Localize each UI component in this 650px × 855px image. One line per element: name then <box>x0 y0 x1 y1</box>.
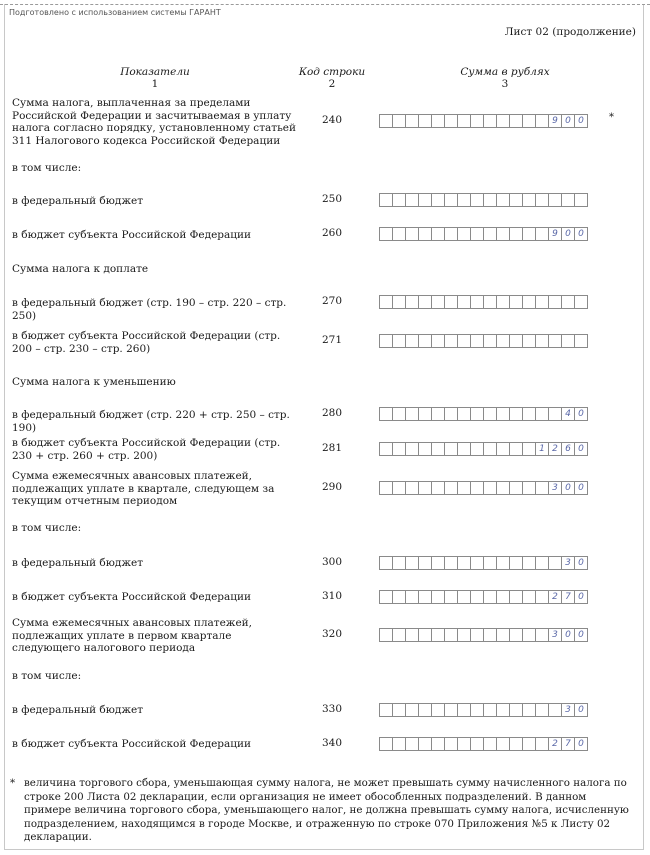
row-code-281: 281 <box>321 442 343 454</box>
amount-field-340[interactable] <box>379 737 588 751</box>
digit-cell[interactable] <box>509 703 523 717</box>
digit-cell[interactable] <box>574 295 588 309</box>
digit-cell[interactable] <box>548 556 562 570</box>
digit-cell[interactable] <box>431 295 445 309</box>
row-code-320: 320 <box>321 628 343 640</box>
digit-cell[interactable]: 0 <box>574 628 588 642</box>
digit-cell[interactable]: 0 <box>561 628 575 642</box>
digit-cell[interactable] <box>496 193 510 207</box>
digit-cell[interactable]: 0 <box>574 227 588 241</box>
section-label: в том числе: <box>12 522 82 534</box>
digit-cell[interactable]: 0 <box>574 114 588 128</box>
digit-cell[interactable] <box>470 628 484 642</box>
digit-cell[interactable]: 3 <box>561 556 575 570</box>
digit-cell[interactable] <box>496 628 510 642</box>
garant-notice: Подготовлено с использованием системы ГАРАНТ <box>9 8 221 17</box>
digit-cell[interactable]: 0 <box>561 227 575 241</box>
digit-cell[interactable] <box>418 193 432 207</box>
digit-cell[interactable] <box>470 590 484 604</box>
row-label-270: в федеральный бюджет (стр. 190 – стр. 220 – стр. 250) <box>12 297 287 322</box>
digit-cell[interactable] <box>444 628 458 642</box>
digit-cell[interactable] <box>535 334 549 348</box>
digit-cell[interactable] <box>535 193 549 207</box>
digit-cell[interactable] <box>457 114 471 128</box>
amount-field-290[interactable] <box>379 481 588 495</box>
footnote <box>10 777 635 845</box>
digit-cell[interactable] <box>522 442 536 456</box>
digit-cell[interactable] <box>418 628 432 642</box>
digit-cell[interactable] <box>574 334 588 348</box>
digit-cell[interactable] <box>483 590 497 604</box>
digit-cell[interactable] <box>392 295 406 309</box>
digit-cell[interactable] <box>392 334 406 348</box>
digit-cell[interactable] <box>392 556 406 570</box>
digit-cell[interactable] <box>392 407 406 421</box>
digit-cell[interactable] <box>496 737 510 751</box>
digit-cell[interactable] <box>457 590 471 604</box>
digit-cell[interactable] <box>444 556 458 570</box>
digit-cell[interactable] <box>522 407 536 421</box>
digit-cell[interactable] <box>522 334 536 348</box>
digit-cell[interactable] <box>522 590 536 604</box>
digit-cell[interactable] <box>548 193 562 207</box>
digit-cell[interactable] <box>444 737 458 751</box>
digit-cell[interactable] <box>457 481 471 495</box>
digit-cell[interactable] <box>379 193 393 207</box>
digit-cell[interactable] <box>405 227 419 241</box>
row-label-281: в бюджет субъекта Российской Федерации (стр. 230 + стр. 260 + стр. 200) <box>12 437 281 462</box>
digit-cell[interactable] <box>496 334 510 348</box>
digit-cell[interactable] <box>457 407 471 421</box>
row-code-271: 271 <box>321 334 343 346</box>
amount-field-250[interactable] <box>379 193 588 207</box>
digit-cell[interactable] <box>470 703 484 717</box>
column-header-sum-number: 3 <box>501 78 509 90</box>
digit-cell[interactable]: 4 <box>561 407 575 421</box>
digit-cell[interactable] <box>561 193 575 207</box>
digit-cell[interactable] <box>522 628 536 642</box>
digit-cell[interactable] <box>483 442 497 456</box>
digit-cell[interactable] <box>418 114 432 128</box>
digit-cell[interactable]: 0 <box>574 407 588 421</box>
digit-cell[interactable] <box>509 407 523 421</box>
row-label-240: Сумма налога, выплаченная за пределами Российской Федерации и засчитываемая в уплату налога согласно порядку, установленному статьей 311 Налогового кодекса Российской Федерации <box>12 97 296 147</box>
footnote-text: величина торгового сбора, уменьшающая сумму налога, не может превышать сумму начисленного налога по строке 200 Листа 02 декларации, если организация не имеет обособленных подразделений. В данном примере величина торгового сбора, уменьшающего налог, не должна превышать сумму налога, исчисленную подразделением, находящимся в городе Москве, и отраженную по строке 070 Приложения №5 к Листу 02 декларации. <box>24 777 629 843</box>
digit-cell[interactable] <box>496 703 510 717</box>
digit-cell[interactable] <box>444 481 458 495</box>
digit-cell[interactable] <box>405 628 419 642</box>
amount-field-330[interactable] <box>379 703 588 717</box>
digit-cell[interactable] <box>444 334 458 348</box>
digit-cell[interactable] <box>431 114 445 128</box>
digit-cell[interactable] <box>496 407 510 421</box>
row-label-250: в федеральный бюджет <box>12 195 144 207</box>
row-label-271: в бюджет субъекта Российской Федерации (стр. 200 – стр. 230 – стр. 260) <box>12 330 281 355</box>
amount-field-300[interactable] <box>379 556 588 570</box>
digit-cell[interactable] <box>444 193 458 207</box>
digit-cell[interactable]: 3 <box>548 628 562 642</box>
digit-cell[interactable] <box>405 193 419 207</box>
row-label-300: в федеральный бюджет <box>12 557 144 569</box>
digit-cell[interactable]: 7 <box>561 590 575 604</box>
amount-field-270[interactable] <box>379 295 588 309</box>
digit-cell[interactable] <box>509 590 523 604</box>
row-label-340: в бюджет субъекта Российской Федерации <box>12 738 252 750</box>
digit-cell[interactable] <box>483 295 497 309</box>
digit-cell[interactable] <box>431 407 445 421</box>
digit-cell[interactable] <box>509 334 523 348</box>
digit-cell[interactable] <box>535 407 549 421</box>
digit-cell[interactable] <box>496 556 510 570</box>
column-header-indicators <box>80 66 230 90</box>
amount-field-320[interactable] <box>379 628 588 642</box>
digit-cell[interactable] <box>444 590 458 604</box>
digit-cell[interactable] <box>457 703 471 717</box>
digit-cell[interactable] <box>392 628 406 642</box>
row-code-300: 300 <box>321 556 343 568</box>
row-label-320: Сумма ежемесячных авансовых платежей, подлежащих уплате в первом квартале следующего налогового периода <box>12 617 252 654</box>
digit-cell[interactable]: 2 <box>548 442 562 456</box>
digit-cell[interactable] <box>431 227 445 241</box>
row-label-290: Сумма ежемесячных авансовых платежей, подлежащих уплате в квартале, следующем за текущим отчетным периодом <box>12 470 275 507</box>
digit-cell[interactable] <box>535 227 549 241</box>
column-header-indicators-number: 1 <box>151 78 159 90</box>
row-code-330: 330 <box>321 703 343 715</box>
digit-cell[interactable] <box>535 628 549 642</box>
digit-cell[interactable] <box>405 407 419 421</box>
digit-cell[interactable] <box>535 114 549 128</box>
digit-cell[interactable] <box>470 442 484 456</box>
digit-cell[interactable] <box>457 737 471 751</box>
digit-cell[interactable] <box>418 481 432 495</box>
digit-cell[interactable] <box>379 628 393 642</box>
digit-cell[interactable] <box>431 193 445 207</box>
digit-cell[interactable] <box>509 481 523 495</box>
digit-cell[interactable] <box>496 114 510 128</box>
digit-cell[interactable] <box>457 556 471 570</box>
digit-cell[interactable] <box>405 590 419 604</box>
digit-cell[interactable] <box>379 442 393 456</box>
digit-cell[interactable]: 2 <box>548 737 562 751</box>
digit-cell[interactable] <box>535 556 549 570</box>
digit-cell[interactable] <box>457 227 471 241</box>
digit-cell[interactable] <box>535 590 549 604</box>
digit-cell[interactable] <box>509 628 523 642</box>
digit-cell[interactable] <box>483 703 497 717</box>
footnote-star-marker: * <box>609 112 614 123</box>
digit-cell[interactable] <box>418 407 432 421</box>
digit-cell[interactable] <box>509 737 523 751</box>
digit-cell[interactable] <box>457 193 471 207</box>
digit-cell[interactable] <box>509 227 523 241</box>
digit-cell[interactable] <box>418 737 432 751</box>
digit-cell[interactable] <box>535 703 549 717</box>
digit-cell[interactable] <box>405 442 419 456</box>
row-code-340: 340 <box>321 737 343 749</box>
amount-field-271[interactable] <box>379 334 588 348</box>
digit-cell[interactable] <box>405 334 419 348</box>
digit-cell[interactable] <box>392 590 406 604</box>
digit-cell[interactable] <box>431 703 445 717</box>
column-header-code-title: Код строки <box>298 66 366 78</box>
digit-cell[interactable] <box>535 295 549 309</box>
digit-cell[interactable] <box>418 334 432 348</box>
digit-cell[interactable]: 0 <box>574 703 588 717</box>
digit-cell[interactable] <box>522 481 536 495</box>
digit-cell[interactable] <box>418 295 432 309</box>
digit-cell[interactable]: 0 <box>574 590 588 604</box>
row-code-250: 250 <box>321 193 343 205</box>
digit-cell[interactable]: 0 <box>561 481 575 495</box>
digit-cell[interactable] <box>405 114 419 128</box>
digit-cell[interactable] <box>392 737 406 751</box>
digit-cell[interactable]: 0 <box>561 114 575 128</box>
digit-cell[interactable] <box>522 737 536 751</box>
row-code-270: 270 <box>321 295 343 307</box>
digit-cell[interactable] <box>470 737 484 751</box>
digit-cell[interactable] <box>392 703 406 717</box>
digit-cell[interactable] <box>379 407 393 421</box>
digit-cell[interactable] <box>509 442 523 456</box>
digit-cell[interactable] <box>418 590 432 604</box>
section-label: в том числе: <box>12 670 82 682</box>
digit-cell[interactable] <box>457 334 471 348</box>
row-code-310: 310 <box>321 590 343 602</box>
section-label: Сумма налога к доплате <box>12 263 149 275</box>
digit-cell[interactable] <box>379 590 393 604</box>
row-code-280: 280 <box>321 407 343 419</box>
row-label-260: в бюджет субъекта Российской Федерации <box>12 229 252 241</box>
digit-cell[interactable] <box>483 334 497 348</box>
digit-cell[interactable] <box>379 295 393 309</box>
digit-cell[interactable]: 0 <box>574 556 588 570</box>
amount-field-281[interactable] <box>379 442 588 456</box>
digit-cell[interactable] <box>431 334 445 348</box>
digit-cell[interactable] <box>418 556 432 570</box>
digit-cell[interactable] <box>496 442 510 456</box>
digit-cell[interactable] <box>405 481 419 495</box>
footnote-mark: * <box>10 777 16 789</box>
digit-cell[interactable] <box>496 481 510 495</box>
digit-cell[interactable] <box>392 227 406 241</box>
digit-cell[interactable] <box>548 407 562 421</box>
digit-cell[interactable] <box>392 442 406 456</box>
digit-cell[interactable] <box>392 114 406 128</box>
digit-cell[interactable] <box>457 295 471 309</box>
digit-cell[interactable] <box>470 295 484 309</box>
digit-cell[interactable] <box>405 556 419 570</box>
amount-field-240[interactable] <box>379 114 588 128</box>
digit-cell[interactable] <box>405 737 419 751</box>
column-header-indicators-title: Показатели <box>120 66 190 78</box>
amount-field-310[interactable] <box>379 590 588 604</box>
digit-cell[interactable] <box>470 334 484 348</box>
digit-cell[interactable] <box>522 114 536 128</box>
digit-cell[interactable] <box>548 295 562 309</box>
digit-cell[interactable] <box>444 703 458 717</box>
section-label: Сумма налога к уменьшению <box>12 376 176 388</box>
digit-cell[interactable]: 9 <box>548 227 562 241</box>
digit-cell[interactable] <box>548 334 562 348</box>
digit-cell[interactable] <box>444 407 458 421</box>
digit-cell[interactable] <box>444 295 458 309</box>
digit-cell[interactable] <box>561 334 575 348</box>
digit-cell[interactable] <box>483 407 497 421</box>
digit-cell[interactable] <box>418 227 432 241</box>
digit-cell[interactable] <box>405 703 419 717</box>
digit-cell[interactable] <box>470 114 484 128</box>
digit-cell[interactable] <box>548 703 562 717</box>
digit-cell[interactable]: 9 <box>548 114 562 128</box>
digit-cell[interactable]: 2 <box>548 590 562 604</box>
section-label: в том числе: <box>12 162 82 174</box>
digit-cell[interactable] <box>483 737 497 751</box>
digit-cell[interactable] <box>379 556 393 570</box>
column-header-sum <box>440 66 570 90</box>
digit-cell[interactable] <box>509 114 523 128</box>
digit-cell[interactable] <box>392 481 406 495</box>
digit-cell[interactable] <box>483 556 497 570</box>
column-header-sum-title: Сумма в рублях <box>460 66 550 78</box>
digit-cell[interactable] <box>418 703 432 717</box>
digit-cell[interactable] <box>496 295 510 309</box>
digit-cell[interactable] <box>431 481 445 495</box>
row-code-240: 240 <box>321 114 343 126</box>
digit-cell[interactable] <box>522 295 536 309</box>
digit-cell[interactable] <box>431 442 445 456</box>
digit-cell[interactable] <box>470 193 484 207</box>
row-code-290: 290 <box>321 481 343 493</box>
row-label-310: в бюджет субъекта Российской Федерации <box>12 591 252 603</box>
digit-cell[interactable] <box>496 590 510 604</box>
digit-cell[interactable] <box>483 227 497 241</box>
digit-cell[interactable] <box>405 295 419 309</box>
digit-cell[interactable] <box>444 227 458 241</box>
digit-cell[interactable] <box>392 193 406 207</box>
digit-cell[interactable] <box>379 227 393 241</box>
row-code-260: 260 <box>321 227 343 239</box>
cut-line <box>0 4 650 5</box>
column-header-code <box>297 66 367 90</box>
digit-cell[interactable] <box>379 737 393 751</box>
digit-cell[interactable] <box>431 737 445 751</box>
digit-cell[interactable]: 7 <box>561 737 575 751</box>
column-header-code-number: 2 <box>328 78 336 90</box>
row-label-280: в федеральный бюджет (стр. 220 + стр. 250 – стр. 190) <box>12 409 290 434</box>
digit-cell[interactable] <box>561 295 575 309</box>
digit-cell[interactable] <box>431 590 445 604</box>
digit-cell[interactable] <box>509 193 523 207</box>
digit-cell[interactable]: 3 <box>561 703 575 717</box>
digit-cell[interactable] <box>535 481 549 495</box>
digit-cell[interactable] <box>470 407 484 421</box>
digit-cell[interactable]: 0 <box>574 737 588 751</box>
digit-cell[interactable] <box>483 114 497 128</box>
digit-cell[interactable] <box>379 334 393 348</box>
digit-cell[interactable]: 0 <box>574 442 588 456</box>
digit-cell[interactable] <box>418 442 432 456</box>
digit-cell[interactable] <box>431 556 445 570</box>
digit-cell[interactable] <box>444 114 458 128</box>
digit-cell[interactable] <box>522 193 536 207</box>
digit-cell[interactable] <box>535 737 549 751</box>
digit-cell[interactable] <box>379 114 393 128</box>
digit-cell[interactable] <box>483 628 497 642</box>
digit-cell[interactable]: 3 <box>548 481 562 495</box>
digit-cell[interactable] <box>509 556 523 570</box>
digit-cell[interactable]: 1 <box>535 442 549 456</box>
amount-field-280[interactable] <box>379 407 588 421</box>
digit-cell[interactable] <box>509 295 523 309</box>
digit-cell[interactable] <box>444 442 458 456</box>
digit-cell[interactable] <box>470 227 484 241</box>
amount-field-260[interactable] <box>379 227 588 241</box>
digit-cell[interactable] <box>379 703 393 717</box>
digit-cell[interactable] <box>522 703 536 717</box>
digit-cell[interactable] <box>496 227 510 241</box>
digit-cell[interactable] <box>457 628 471 642</box>
digit-cell[interactable] <box>431 628 445 642</box>
digit-cell[interactable]: 6 <box>561 442 575 456</box>
digit-cell[interactable] <box>470 556 484 570</box>
digit-cell[interactable] <box>522 227 536 241</box>
digit-cell[interactable] <box>574 193 588 207</box>
digit-cell[interactable] <box>470 481 484 495</box>
sheet-label: Лист 02 (продолжение) <box>504 26 636 38</box>
digit-cell[interactable]: 0 <box>574 481 588 495</box>
digit-cell[interactable] <box>483 193 497 207</box>
digit-cell[interactable] <box>522 556 536 570</box>
digit-cell[interactable] <box>483 481 497 495</box>
digit-cell[interactable] <box>457 442 471 456</box>
row-label-330: в федеральный бюджет <box>12 704 144 716</box>
digit-cell[interactable] <box>379 481 393 495</box>
